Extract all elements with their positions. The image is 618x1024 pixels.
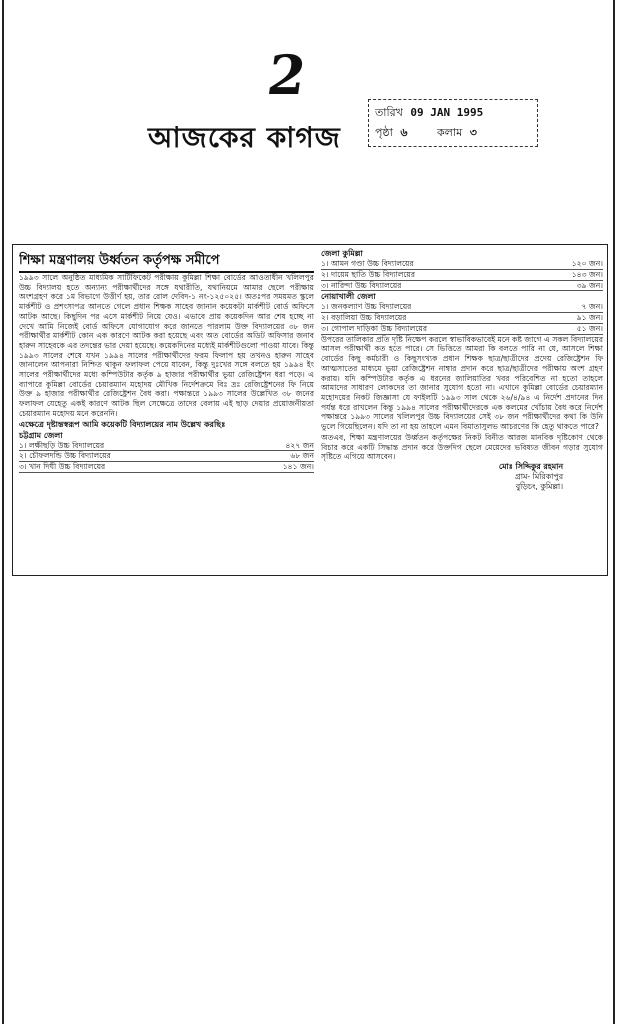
letter-closing: অতএব, শিক্ষা মন্ত্রণালয়ের উর্ধ্বতন কর্তৃপক্ষের নিকট বিনীত আরজ মানবিক দৃষ্টিকোণ থেকে বিচার করে একটি সিদ্ধান্ত প্রদান করে উক্তদিগ ছেলে মেয়েদের ভবিষ্যত জীবন গড়ার সুযোগ সৃষ্টিতে এগিয়ে আসবেন। [321, 432, 603, 462]
column-label: কলাম [436, 126, 463, 139]
letter-signature [321, 462, 563, 492]
school-name: ৩। খান দিঘী উচ্চ বিদ্যালয়ের [19, 462, 106, 472]
school-count: ৩৯ জন। [576, 280, 603, 290]
school-name: ১। লক্ষীছড়ি উচ্চ বিদ্যালয়ের [19, 440, 105, 450]
letter-body: ১৯৯৩ সালে অনুষ্ঠিত মাধ্যমিক সার্টিফিকেট পরীক্ষায় কুমিল্লা শিক্ষা বোর্ডের আওতাধীন খলিলপুর উচ্চ বিদ্যালয় হতে অন্যান্য পরীক্ষার্থীদের সঙ্গে যথারীতি, যথানিয়মে আমার ছেলে পরীক্ষায় অংশগ্রহণ করে ১ম বিভাগে উত্তীর্ণ হয়, তার রোল দেবিদ-১ নং-১২৫০২৫। অতঃপর সময়মত স্কুলে মার্কশীট ও প্রশংসাপত্র আনতে গেলে প্রধান শিক্ষক সাহেব জানান কয়েকটা মার্কশীট বোর্ড অফিসে আটক আছে। কিছুদিন পর এসে মার্কশীট নিয়ে যেও। এভাবে প্রায় কয়েকদিন আর শেষ হচ্ছে না দেখে আমি নিজেই বোর্ড অফিসে যোগাযোগ করে জানতে পারলাম উক্ত বিদ্যালয়ের ৩৮ জন পরীক্ষার্থীর মার্কশীট কোন এক কারণে আটক করা হয়েছে এবং অত বোর্ডের অডিট অফিসার জনাব হারুন সাহেবকে এর তদন্তের ভার দেয়া হয়েছে। কয়েকদিনের মধ্যেই মার্কশীটগুলো পাওয়া যাবে। কিন্তু ১৯৯৩ সালের শেষে যখন ১৯৯৪ সালের পরীক্ষার্থীদের ফরম ফিলাপ হয় তখনও হারুন সাহেব জানালেন আপনারা নিশ্চিত থাকুন ফলাফল পেয়ে যাবেন, কিন্তু দুঃখের সঙ্গে বলতে হয় ১৯৯৪ ইং সালের পরীক্ষার্থীদের মধ্যে কম্পিউটার কর্তৃক ৯ হাজার পরীক্ষার্থীর ভুয়া রেজিষ্ট্রেশন ধরা পড়ে। এ ব্যাপারে কুমিল্লা বোর্ডের চেয়ারম্যান মহোদয় মৌখিক নির্দেশক্রমে বিঃ দ্রঃ রেজিষ্ট্রেশনের ফি নিয়ে উক্ত ৯ হাজার পরীক্ষার্থীর রেজিষ্ট্রেশন বৈধ করা। পক্ষান্তরে ১৯৯৩ সালের উল্লেখিত ৩৮ জনের ফলাফল যেহেতু একই কারণে আটক ছিল সেক্ষেত্রে তাদের বেলায় এই ছাড় দেয়ার প্রয়োজনীয়তা চেয়ারম্যান মহোদয় মনে করেননি। [19, 273, 314, 418]
handwritten-page-number: 2 [263, 43, 311, 107]
newspaper-masthead: আজকের কাগজ [148, 121, 341, 154]
list-item [321, 324, 603, 335]
chittagong-school-list [19, 441, 314, 473]
school-count: ১২০ জন। [571, 259, 603, 268]
page-label: পৃষ্ঠা [375, 126, 393, 139]
list-item [321, 270, 603, 281]
list-item [321, 302, 603, 313]
list-item [19, 451, 314, 462]
list-item [19, 441, 314, 452]
school-name: ২। বড়ালিয়া উচ্চ বিদ্যালয়ের [321, 313, 407, 323]
scan-edge-right [613, 0, 615, 1024]
school-count: ৫১ জন। [576, 323, 603, 333]
letter-clipping [12, 244, 608, 576]
school-count: ১৪৩ জন। [571, 269, 603, 279]
comilla-heading: জেলা কুমিল্লা [321, 249, 363, 258]
comilla-school-list [321, 259, 603, 291]
school-count: ৬৮ জন [290, 451, 314, 461]
noakhali-school-list [321, 302, 603, 334]
signature-village: গ্রাম- মিরিকাপুর [514, 471, 563, 481]
school-name: ৩। নারিন্দা উচ্চ বিদ্যালয়ের [321, 280, 402, 290]
school-count: ১৪১ জন। [282, 462, 314, 472]
noakhali-heading: নোয়াখালী জেলা [321, 292, 376, 302]
chittagong-heading: চট্টগ্রাম জেলা [19, 430, 63, 440]
date-row [375, 103, 531, 123]
date-value: 09 JAN 1995 [410, 106, 484, 119]
school-name: ২। চৌফলদন্ডি উচ্চ বিদ্যালয়ের [19, 451, 111, 461]
letter-left-column [19, 251, 314, 473]
list-item [321, 259, 603, 270]
school-name: ৩। গোপাল দাড়িকা উচ্চ বিদ্যালয়ের [321, 323, 428, 333]
date-label: তারিখ [375, 106, 403, 119]
page-value: ৬ [400, 126, 408, 139]
column-value: ৩ [469, 126, 477, 139]
letter-right-column [321, 248, 603, 492]
school-name: ১। আমন গণ্ডা উচ্চ বিদ্যালয়ের [321, 259, 414, 268]
school-count: ৯১ জন। [576, 313, 603, 323]
signature-location: বুড়িচং, কুমিল্লা। [515, 481, 563, 491]
letter-body-continued: উপরের তালিকার প্রতি দৃষ্টি নিক্ষেপ করলে স্বাভাবিকভাবেই মনে কষ্ট জাগে এ সকল বিদ্যালয়ের আসল পরীক্ষার্থী কত হতে পারে। সে ভিত্তিতে আমরা কি বলতে পারি না যে, আসলে শিক্ষা বোর্ডের কিছু কর্মচারী ও কিছুসংখ্যক প্রধান শিক্ষক ছাত্র/ছাত্রীদের প্রদেয় রেজিষ্ট্রেশন ফি আত্মসাতের মাধ্যমে ভুয়া রেজিষ্ট্রেশন নাম্বার প্রদান করে ছাত্র/ছাত্রীদের পরীক্ষায় অংশ গ্রহণ করায়। যদি কম্পিউটার কর্তৃক এ ধরনের জালিয়াতির খবর পরিবেশিত না হতো তাহলে আমাদের সাধারণ লোকদের তা জানার সুযোগ হতো না। এখানে কুমিল্লা বোর্ডের চেয়ারম্যান মহোদয়ের নিকট জিজ্ঞাসা যে ফাইলটি ১৯৯৩ সাল থেকে ২৬/৪/৯৪ এ নির্দেশ প্রদানের দিন পর্যন্ত ধরে রাখলেন কিন্তু ১৯৯৪ সালের পরীক্ষার্থীদেরকে এক কলমের খোঁচায় বৈধ করে নির্দেশ পক্ষান্তরে ১৯৯৩ সালের খলিলপুর উচ্চ বিদ্যালয়ের সেই ৩৮ জন পরীক্ষার্থীদের কথা কি উনি ভুলে গিয়েছিলেন। যদি তা না হয় তাহলে এমন বিমাতাসুলভ আচরণের কি হেতু থাকতে পারে? [321, 334, 603, 432]
page-column-row [375, 123, 531, 143]
example-intro: এক্ষেত্রে দৃষ্টান্তস্বরূপ আমি কয়েকটি বিদ্যালয়ের নাম উল্লেখ করছিঃ [19, 419, 226, 429]
signature-name: মোঃ সিদ্দিকুর রহমান [498, 461, 563, 471]
school-count: ৭ জন। [581, 302, 603, 312]
list-item [321, 313, 603, 324]
school-name: ১। জনকল্যাণ উচ্চ বিদ্যালয়ের [321, 302, 412, 312]
letter-headline: শিক্ষা মন্ত্রণালয় উর্ধ্বতন কর্তৃপক্ষ সমীপে [19, 251, 314, 273]
list-item [19, 462, 314, 473]
clipping-date-stamp [368, 99, 538, 147]
list-item [321, 281, 603, 292]
school-name: ২। দায়েম ছাতি উচ্চ বিদ্যালয়ের [321, 269, 416, 279]
scan-edge-left [2, 0, 4, 1024]
school-count: ৪২৭ জন [285, 440, 314, 450]
